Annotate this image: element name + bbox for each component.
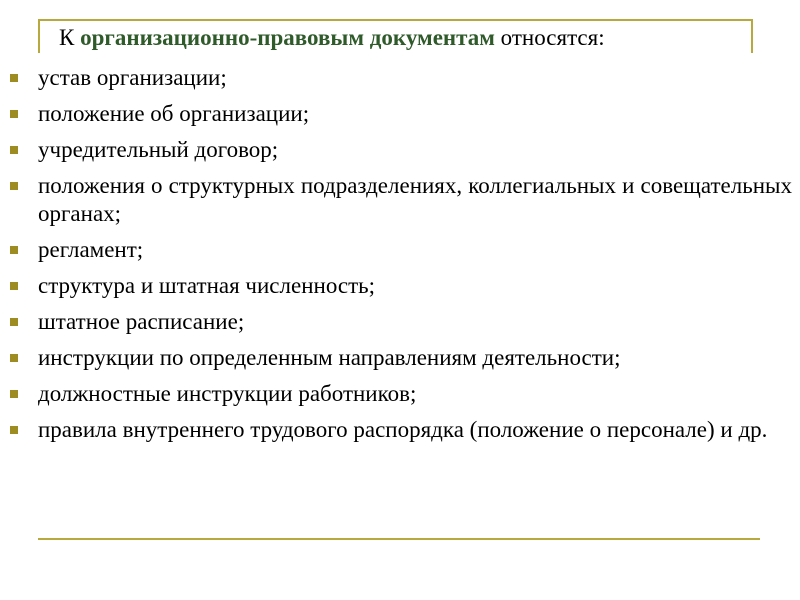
list-item — [0, 380, 800, 408]
frame-bottom-rule — [38, 538, 760, 540]
list-item-text: инструкции по определенным направлениям деятельности; — [38, 345, 621, 370]
list-item-text: структура и штатная численность; — [38, 273, 376, 298]
list-item-text: регламент; — [38, 237, 144, 262]
list-item — [0, 344, 800, 372]
square-bullet-icon — [10, 110, 18, 118]
square-bullet-icon — [10, 146, 18, 154]
list-item — [0, 272, 800, 300]
frame-top-rule — [38, 19, 752, 21]
list-item-text: должностные инструкции работников; — [38, 381, 417, 406]
slide-heading — [59, 23, 759, 53]
heading-prefix: К — [59, 25, 81, 50]
list-item — [0, 308, 800, 336]
square-bullet-icon — [10, 74, 18, 82]
list-item-text: положения о структурных подразделениях, коллегиальных и совещательных органах; — [38, 173, 792, 226]
square-bullet-icon — [10, 246, 18, 254]
square-bullet-icon — [10, 282, 18, 290]
square-bullet-icon — [10, 318, 18, 326]
list-item-text: положение об организации; — [38, 101, 310, 126]
list-item — [0, 64, 800, 92]
square-bullet-icon — [10, 426, 18, 434]
list-item — [0, 136, 800, 164]
square-bullet-icon — [10, 390, 18, 398]
document-list — [0, 64, 800, 452]
heading-emphasis: организационно-правовым документам — [80, 25, 495, 50]
list-item — [0, 236, 800, 264]
list-item-text: устав организации; — [38, 65, 227, 90]
square-bullet-icon — [10, 182, 18, 190]
square-bullet-icon — [10, 354, 18, 362]
frame-left-rule — [38, 19, 40, 53]
list-item-text: учредительный договор; — [38, 137, 279, 162]
list-item — [0, 100, 800, 128]
list-item — [0, 416, 800, 444]
list-item-text: штатное расписание; — [38, 309, 245, 334]
list-item — [0, 172, 800, 228]
heading-suffix: относятся: — [494, 25, 605, 50]
list-item-text: правила внутреннего трудового распорядка (положение о персонале) и др. — [38, 417, 768, 442]
